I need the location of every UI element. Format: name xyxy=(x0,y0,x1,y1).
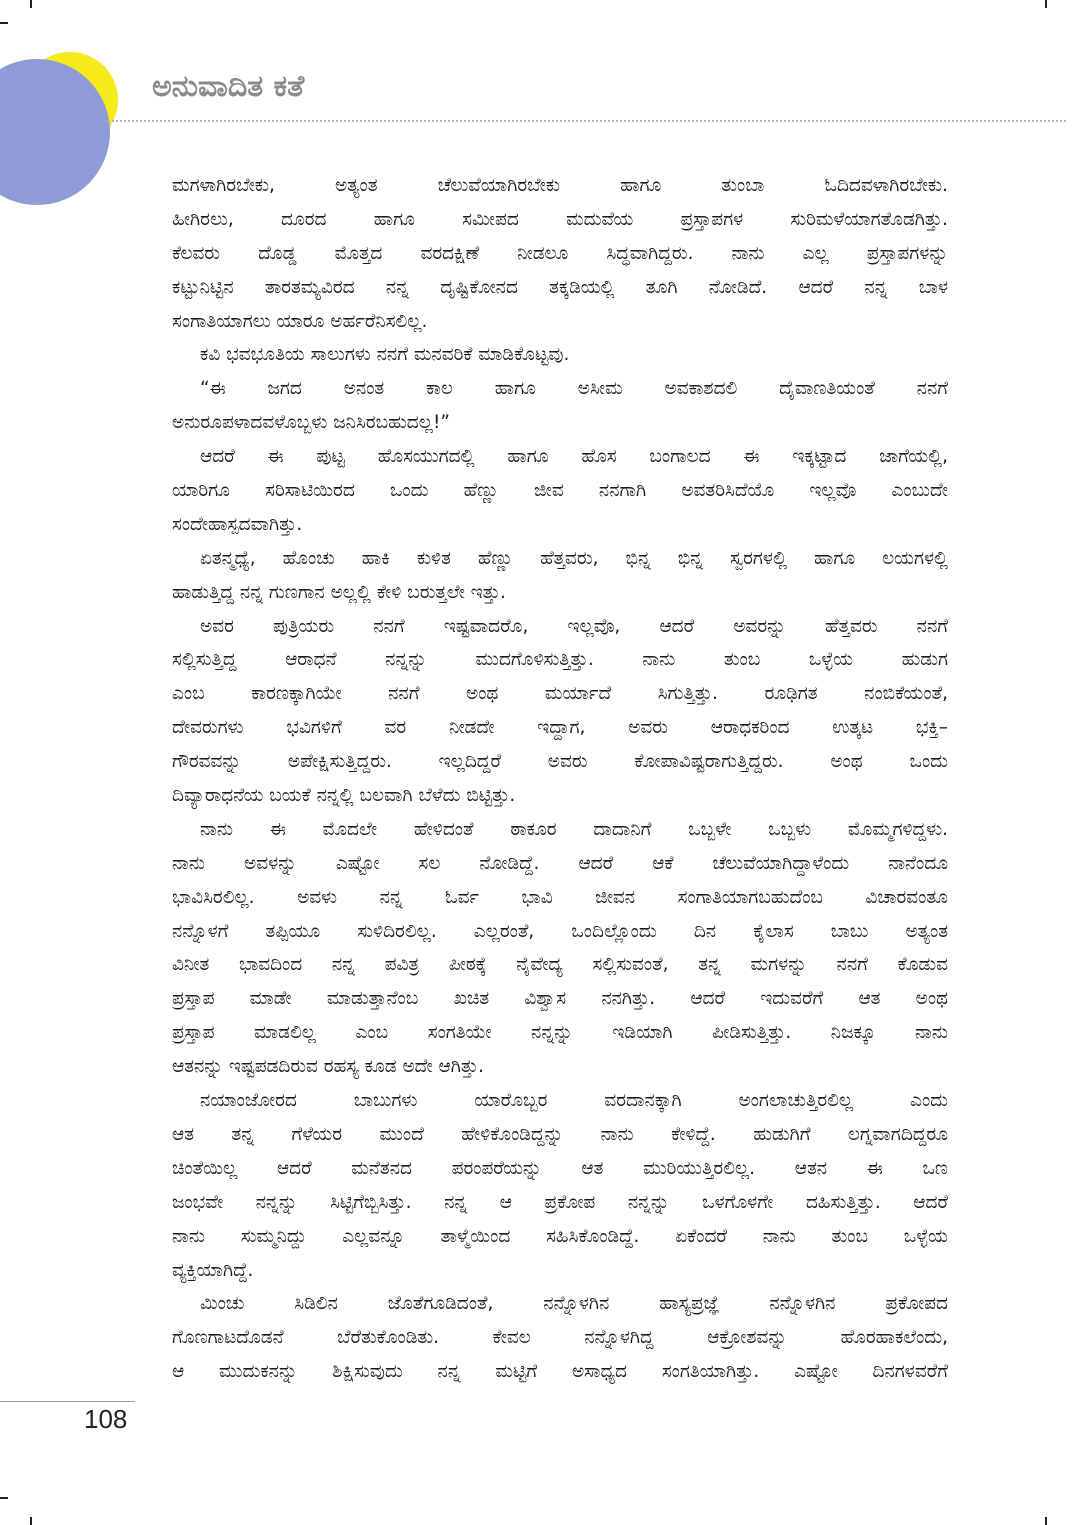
text-line: ಸಲ್ಲಿಸುತ್ತಿದ್ದ ಆರಾಧನೆ ನನ್ನನ್ನು ಮುದಗೊಳಿಸುತ್ತಿತ್ತು. ನಾನು ತುಂಬ ಒಳ್ಳೆಯ ಹುಡುಗ xyxy=(172,649,948,671)
text-line: ದೇವರುಗಳು ಭವಿಗಳಿಗೆ ವರ ನೀಡದೇ ಇದ್ದಾಗ, ಅವರು ಆರಾಧಕರಿಂದ ಉತ್ಕಟ ಭಕ್ತಿ– xyxy=(172,717,948,739)
text-line: ಏತನ್ಮಧ್ಯೆ, ಹೊಂಚು ಹಾಕಿ ಕುಳಿತ ಹೆಣ್ಣು ಹೆತ್ತವರು, ಭಿನ್ನ ಭಿನ್ನ ಸ್ವರಗಳಲ್ಲಿ ಹಾಗೂ ಲಯಗಳಲ್ಲಿ xyxy=(200,547,948,569)
crop-mark xyxy=(0,1497,8,1499)
crop-mark xyxy=(1045,1517,1047,1525)
text-line: ಆತ ತನ್ನ ಗೆಳೆಯರ ಮುಂದೆ ಹೇಳಿಕೊಂಡಿದ್ದನ್ನು ನಾನು ಕೇಳಿದ್ದೆ. ಹುಡುಗಿಗೆ ಲಗ್ನವಾಗದಿದ್ದರೂ xyxy=(172,1123,948,1145)
body-text xyxy=(172,169,948,1389)
header-decoration xyxy=(0,0,130,212)
text-line: ಹೀಗಿರಲು, ದೂರದ ಹಾಗೂ ಸಮೀಪದ ಮದುವೆಯ ಪ್ರಸ್ತಾಪಗಳ ಸುರಿಮಳೆಯಾಗತೊಡಗಿತ್ತು. xyxy=(172,208,948,230)
text-line: ಸಂಗಾತಿಯಾಗಲು ಯಾರೂ ಅರ್ಹರೆನಿಸಲಿಲ್ಲ. xyxy=(172,310,428,332)
text-line: ನಾನು ಸುಮ್ಮನಿದ್ದು ಎಲ್ಲವನ್ನೂ ತಾಳ್ಮೆಯಿಂದ ಸಹಿಸಿಕೊಂಡಿದ್ದೆ. ಏಕೆಂದರೆ ನಾನು ತುಂಬ ಒಳ್ಳೆಯ xyxy=(172,1225,948,1247)
paragraph xyxy=(172,542,948,610)
text-line: ಪ್ರಸ್ತಾಪ ಮಾಡೇ ಮಾಡುತ್ತಾನೆಂಬ ಖಚಿತ ವಿಶ್ವಾಸ ನನಗಿತ್ತು. ಆದರೆ ಇದುವರೆಗೆ ಆತ ಅಂಥ xyxy=(172,988,948,1010)
text-line: ಸಂದೇಹಾಸ್ಪದವಾಗಿತ್ತು. xyxy=(172,513,303,535)
paragraph xyxy=(172,1287,948,1389)
text-line: ಕವಿ ಭವಭೂತಿಯ ಸಾಲುಗಳು ನನಗೆ ಮನವರಿಕೆ ಮಾಡಿಕೊಟ್ಟವು. xyxy=(200,344,570,366)
paragraph xyxy=(172,813,948,1084)
header-dotted-rule xyxy=(108,120,1066,122)
text-line: ನಾನು ಈ ಮೊದಲೇ ಹೇಳಿದಂತೆ ಠಾಕೂರ ದಾದಾನಿಗೆ ಒಬ್ಬಳೇ ಒಬ್ಬಳು ಮೊಮ್ಮಗಳಿದ್ದಳು. xyxy=(200,818,948,840)
text-line: ಅವರ ಪುತ್ರಿಯರು ನನಗೆ ಇಷ್ಟವಾದರೊ, ಇಲ್ಲವೊ, ಆದರೆ ಅವರನ್ನು ಹೆತ್ತವರು ನನಗೆ xyxy=(200,615,948,637)
paragraph xyxy=(172,440,948,542)
text-line: ಜಂಭವೇ ನನ್ನನ್ನು ಸಿಟ್ಟಿಗೆಬ್ಬಿಸಿತ್ತು. ನನ್ನ ಆ ಪ್ರಕೋಪ ನನ್ನನ್ನು ಒಳಗೊಳಗೇ ದಹಿಸುತ್ತಿತ್ತು. ಆದರೆ xyxy=(172,1191,948,1213)
text-line: ಹಾಡುತ್ತಿದ್ದ ನನ್ನ ಗುಣಗಾನ ಅಲ್ಲಲ್ಲಿ ಕೇಳಿ ಬರುತ್ತಲೇ ಇತ್ತು. xyxy=(172,581,506,603)
quote-paragraph xyxy=(172,372,948,440)
text-line: ಆತನನ್ನು ಇಷ್ಟಪಡದಿರುವ ರಹಸ್ಯ ಕೂಡ ಅದೇ ಆಗಿತ್ತು. xyxy=(172,1056,485,1078)
text-line: ಭಾವಿಸಿರಲಿಲ್ಲ. ಅವಳು ನನ್ನ ಓರ್ವ ಭಾವಿ ಜೀವನ ಸಂಗಾತಿಯಾಗಬಹುದೆಂಬ ವಿಚಾರವಂತೂ xyxy=(172,886,948,908)
text-line: ಆದರೆ ಈ ಪುಟ್ಟ ಹೊಸಯುಗದಲ್ಲಿ ಹಾಗೂ ಹೊಸ ಬಂಗಾಲದ ಈ ಇಕ್ಕಟ್ಟಾದ ಜಾಗೆಯಲ್ಲಿ, xyxy=(200,446,948,468)
text-line: ನಯಾಂಜೋರದ ಬಾಬುಗಳು ಯಾರೊಬ್ಬರ ವರದಾನಕ್ಕಾಗಿ ಅಂಗಲಾಚುತ್ತಿರಲಿಲ್ಲ ಎಂದು xyxy=(200,1090,948,1112)
text-line: ನನ್ನೊಳಗೆ ತಪ್ಪಿಯೂ ಸುಳಿದಿರಲಿಲ್ಲ. ಎಲ್ಲರಂತೆ, ಒಂದಿಲ್ಲೊಂದು ದಿನ ಕೈಲಾಸ ಬಾಬು ಅತ್ಯಂತ xyxy=(172,920,948,942)
paragraph xyxy=(172,1084,948,1287)
text-line: ಅನುರೂಪಳಾದವಳೊಬ್ಬಳು ಜನಿಸಿರಬಹುದಲ್ಲ!” xyxy=(172,412,450,434)
text-line: ಗೌರವವನ್ನು ಅಪೇಕ್ಷಿಸುತ್ತಿದ್ದರು. ಇಲ್ಲದಿದ್ದರೆ ಅವರು ಕೋಪಾವಿಷ್ಟರಾಗುತ್ತಿದ್ದರು. ಅಂಥ ಒಂದು xyxy=(172,751,948,773)
text-line: ಕೆಲವರು ದೊಡ್ಡ ಮೊತ್ತದ ವರದಕ್ಷಿಣೆ ನೀಡಲೂ ಸಿದ್ಧವಾಗಿದ್ದರು. ನಾನು ಎಲ್ಲ ಪ್ರಸ್ತಾಪಗಳನ್ನು xyxy=(172,242,948,264)
paragraph xyxy=(172,169,948,338)
text-line: ದಿವ್ಯಾರಾಧನೆಯ ಬಯಕೆ ನನ್ನಲ್ಲಿ ಬಲವಾಗಿ ಬೆಳೆದು ಬಿಟ್ಟಿತ್ತು. xyxy=(172,785,516,807)
paragraph xyxy=(172,338,948,372)
crop-mark xyxy=(30,1517,32,1525)
text-line: ನಾನು ಅವಳನ್ನು ಎಷ್ಟೋ ಸಲ ನೋಡಿದ್ದೆ. ಆದರೆ ಆಕೆ ಚೆಲುವೆಯಾಗಿದ್ದಾಳೆಂದು ನಾನೆಂದೂ xyxy=(172,852,948,874)
text-line: ಚಿಂತೆಯಿಲ್ಲ ಆದರೆ ಮನೆತನದ ಪರಂಪರೆಯನ್ನು ಆತ ಮುರಿಯುತ್ತಿರಲಿಲ್ಲ. ಆತನ ಈ ಒಣ xyxy=(172,1157,948,1179)
page-number: 108 xyxy=(84,1404,128,1434)
text-line: ಮಗಳಾಗಿರಬೇಕು, ಅತ್ಯಂತ ಚೆಲುವೆಯಾಗಿರಬೇಕು ಹಾಗೂ ತುಂಬಾ ಓದಿದವಳಾಗಿರಬೇಕು. xyxy=(172,175,948,196)
text-line: ವ್ಯಕ್ತಿಯಾಗಿದ್ದೆ. xyxy=(172,1259,254,1281)
text-line: ಮಿಂಚು ಸಿಡಿಲಿನ ಜೊತೆಗೂಡಿದಂತೆ, ನನ್ನೊಳಗಿನ ಹಾಸ್ಯಪ್ರಜ್ಞೆ ನನ್ನೊಳಗಿನ ಪ್ರಕೋಪದ xyxy=(200,1293,948,1315)
text-line: “ಈ ಜಗದ ಅನಂತ ಕಾಲ ಹಾಗೂ ಅಸೀಮ ಅವಕಾಶದಲಿ ದೈವಾಣತಿಯಂತೆ ನನಗೆ xyxy=(200,378,948,400)
text-line: ಕಟ್ಟುನಿಟ್ಟಿನ ತಾರತಮ್ಯವಿರದ ನನ್ನ ದೃಷ್ಟಿಕೋನದ ತಕ್ಕಡಿಯಲ್ಲಿ ತೂಗಿ ನೋಡಿದೆ. ಆದರೆ ನನ್ನ ಬಾಳ xyxy=(172,276,948,298)
text-line: ಆ ಮುದುಕನನ್ನು ಶಿಕ್ಷಿಸುವುದು ನನ್ನ ಮಟ್ಟಿಗೆ ಅಸಾಧ್ಯದ ಸಂಗತಿಯಾಗಿತ್ತು. ಎಷ್ಟೋ ದಿನಗಳವರೆಗೆ xyxy=(172,1361,948,1383)
text-line: ಗೊಣಗಾಟದೊಡನೆ ಬೆರೆತುಕೊಂಡಿತು. ಕೇವಲ ನನ್ನೊಳಗಿದ್ದ ಆಕ್ರೋಶವನ್ನು ಹೊರಹಾಕಲೆಂದು, xyxy=(172,1327,948,1349)
paragraph xyxy=(172,610,948,813)
section-title: ಅನುವಾದಿತ ಕತೆ xyxy=(152,69,305,104)
text-line: ಪ್ರಸ್ತಾಪ ಮಾಡಲಿಲ್ಲ ಎಂಬ ಸಂಗತಿಯೇ ನನ್ನನ್ನು ಇಡಿಯಾಗಿ ಪೀಡಿಸುತ್ತಿತ್ತು. ನಿಜಕ್ಕೂ ನಾನು xyxy=(172,1022,948,1044)
crop-mark xyxy=(1045,0,1047,8)
page-number-rule xyxy=(0,1401,135,1402)
text-line: ಯಾರಿಗೂ ಸರಿಸಾಟಿಯಿರದ ಒಂದು ಹೆಣ್ಣು ಜೀವ ನನಗಾಗಿ ಅವತರಿಸಿದೆಯೊ ಇಲ್ಲವೊ ಎಂಬುದೇ xyxy=(172,480,948,502)
text-line: ಎಂಬ ಕಾರಣಕ್ಕಾಗಿಯೇ ನನಗೆ ಅಂಥ ಮರ್ಯಾದೆ ಸಿಗುತ್ತಿತ್ತು. ರೂಢಿಗತ ನಂಬಿಕೆಯಂತೆ, xyxy=(172,683,948,705)
text-line: ವಿನೀತ ಭಾವದಿಂದ ನನ್ನ ಪವಿತ್ರ ಪೀಠಕ್ಕೆ ನೈವೇದ್ಯ ಸಲ್ಲಿಸುವಂತೆ, ತನ್ನ ಮಗಳನ್ನು ನನಗೆ ಕೊಡುವ xyxy=(172,954,948,976)
